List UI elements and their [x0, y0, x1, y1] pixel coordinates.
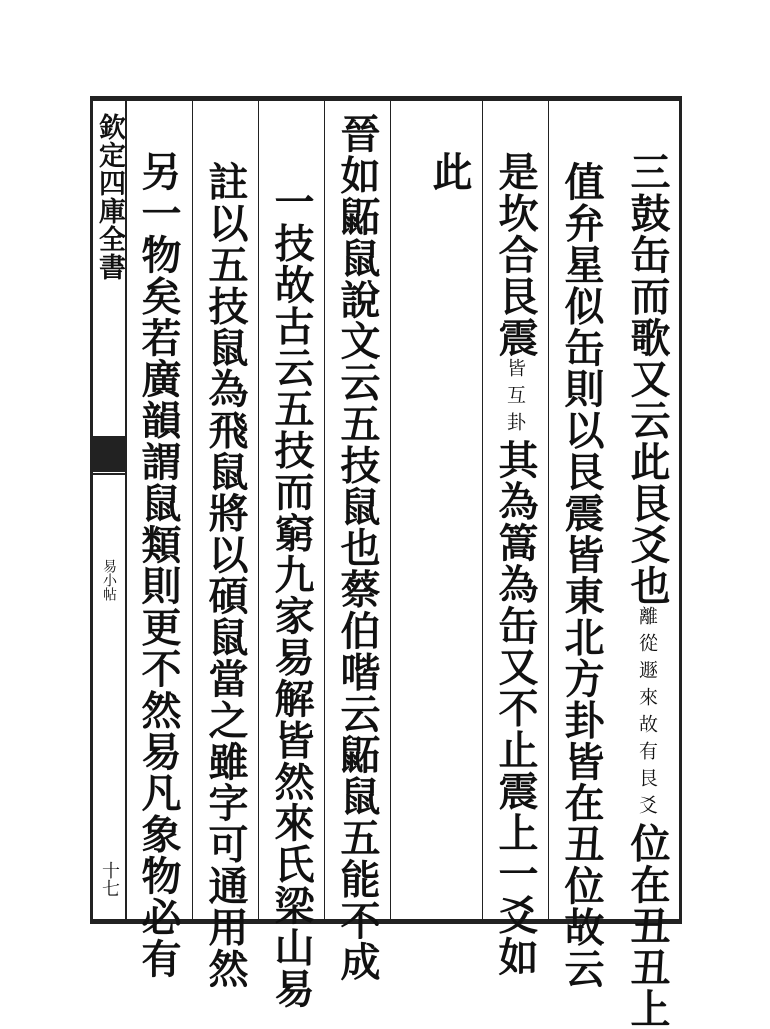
- column-text: 此: [426, 151, 473, 193]
- fish-tail-line: [93, 473, 125, 483]
- note-line-right: 離從遯來: [636, 606, 658, 715]
- column-text: 另一物矣若廣韻謂鼠類則更不然易凡象物必有: [135, 151, 182, 979]
- column-text: [614, 151, 680, 1029]
- folio-number: 十七: [99, 861, 120, 897]
- column-text-continued: 位在丑丑上: [624, 822, 671, 1029]
- text-column-2: [548, 101, 614, 989]
- column-text-continued: 其為篙為缶又不止震上一爻如: [492, 439, 539, 978]
- note-line-right: 皆互: [504, 358, 526, 412]
- fish-tail-mark: [93, 436, 125, 472]
- page-margin: [93, 101, 127, 919]
- text-column-8: [125, 101, 191, 979]
- collection-title: 欽定四庫全書: [94, 113, 125, 281]
- text-column-6: [258, 101, 324, 1009]
- column-text: 晉如鼫鼠說文云五技鼠也蔡伯喈云鼫鼠五能不成: [334, 113, 381, 983]
- column-text: 註以五技鼠為飛鼠將以碩鼠當之雖字可通用然: [202, 161, 249, 989]
- text-column-4: [390, 101, 482, 919]
- column-text: 值弁星似缶則以艮震皆東北方卦皆在丑位故云: [558, 161, 605, 989]
- note-line-left: 故有艮爻: [636, 714, 658, 823]
- text-column-5: [324, 101, 390, 983]
- column-text-main: 三鼓缶而歌又云此艮爻也: [624, 151, 671, 607]
- column-text-main: 是坎合艮震: [492, 151, 539, 358]
- column-text: [483, 151, 548, 978]
- interlinear-note: [614, 606, 680, 822]
- text-column-3: [482, 101, 548, 978]
- interlinear-note: [482, 358, 548, 439]
- column-text: 一技故古云五技而窮九家易解皆然來氏梁山易: [268, 181, 315, 1009]
- book-name: 易小帖: [101, 559, 117, 601]
- note-line-left: 卦: [504, 412, 526, 439]
- text-column-7: [192, 101, 258, 989]
- text-column-1: [614, 101, 680, 1029]
